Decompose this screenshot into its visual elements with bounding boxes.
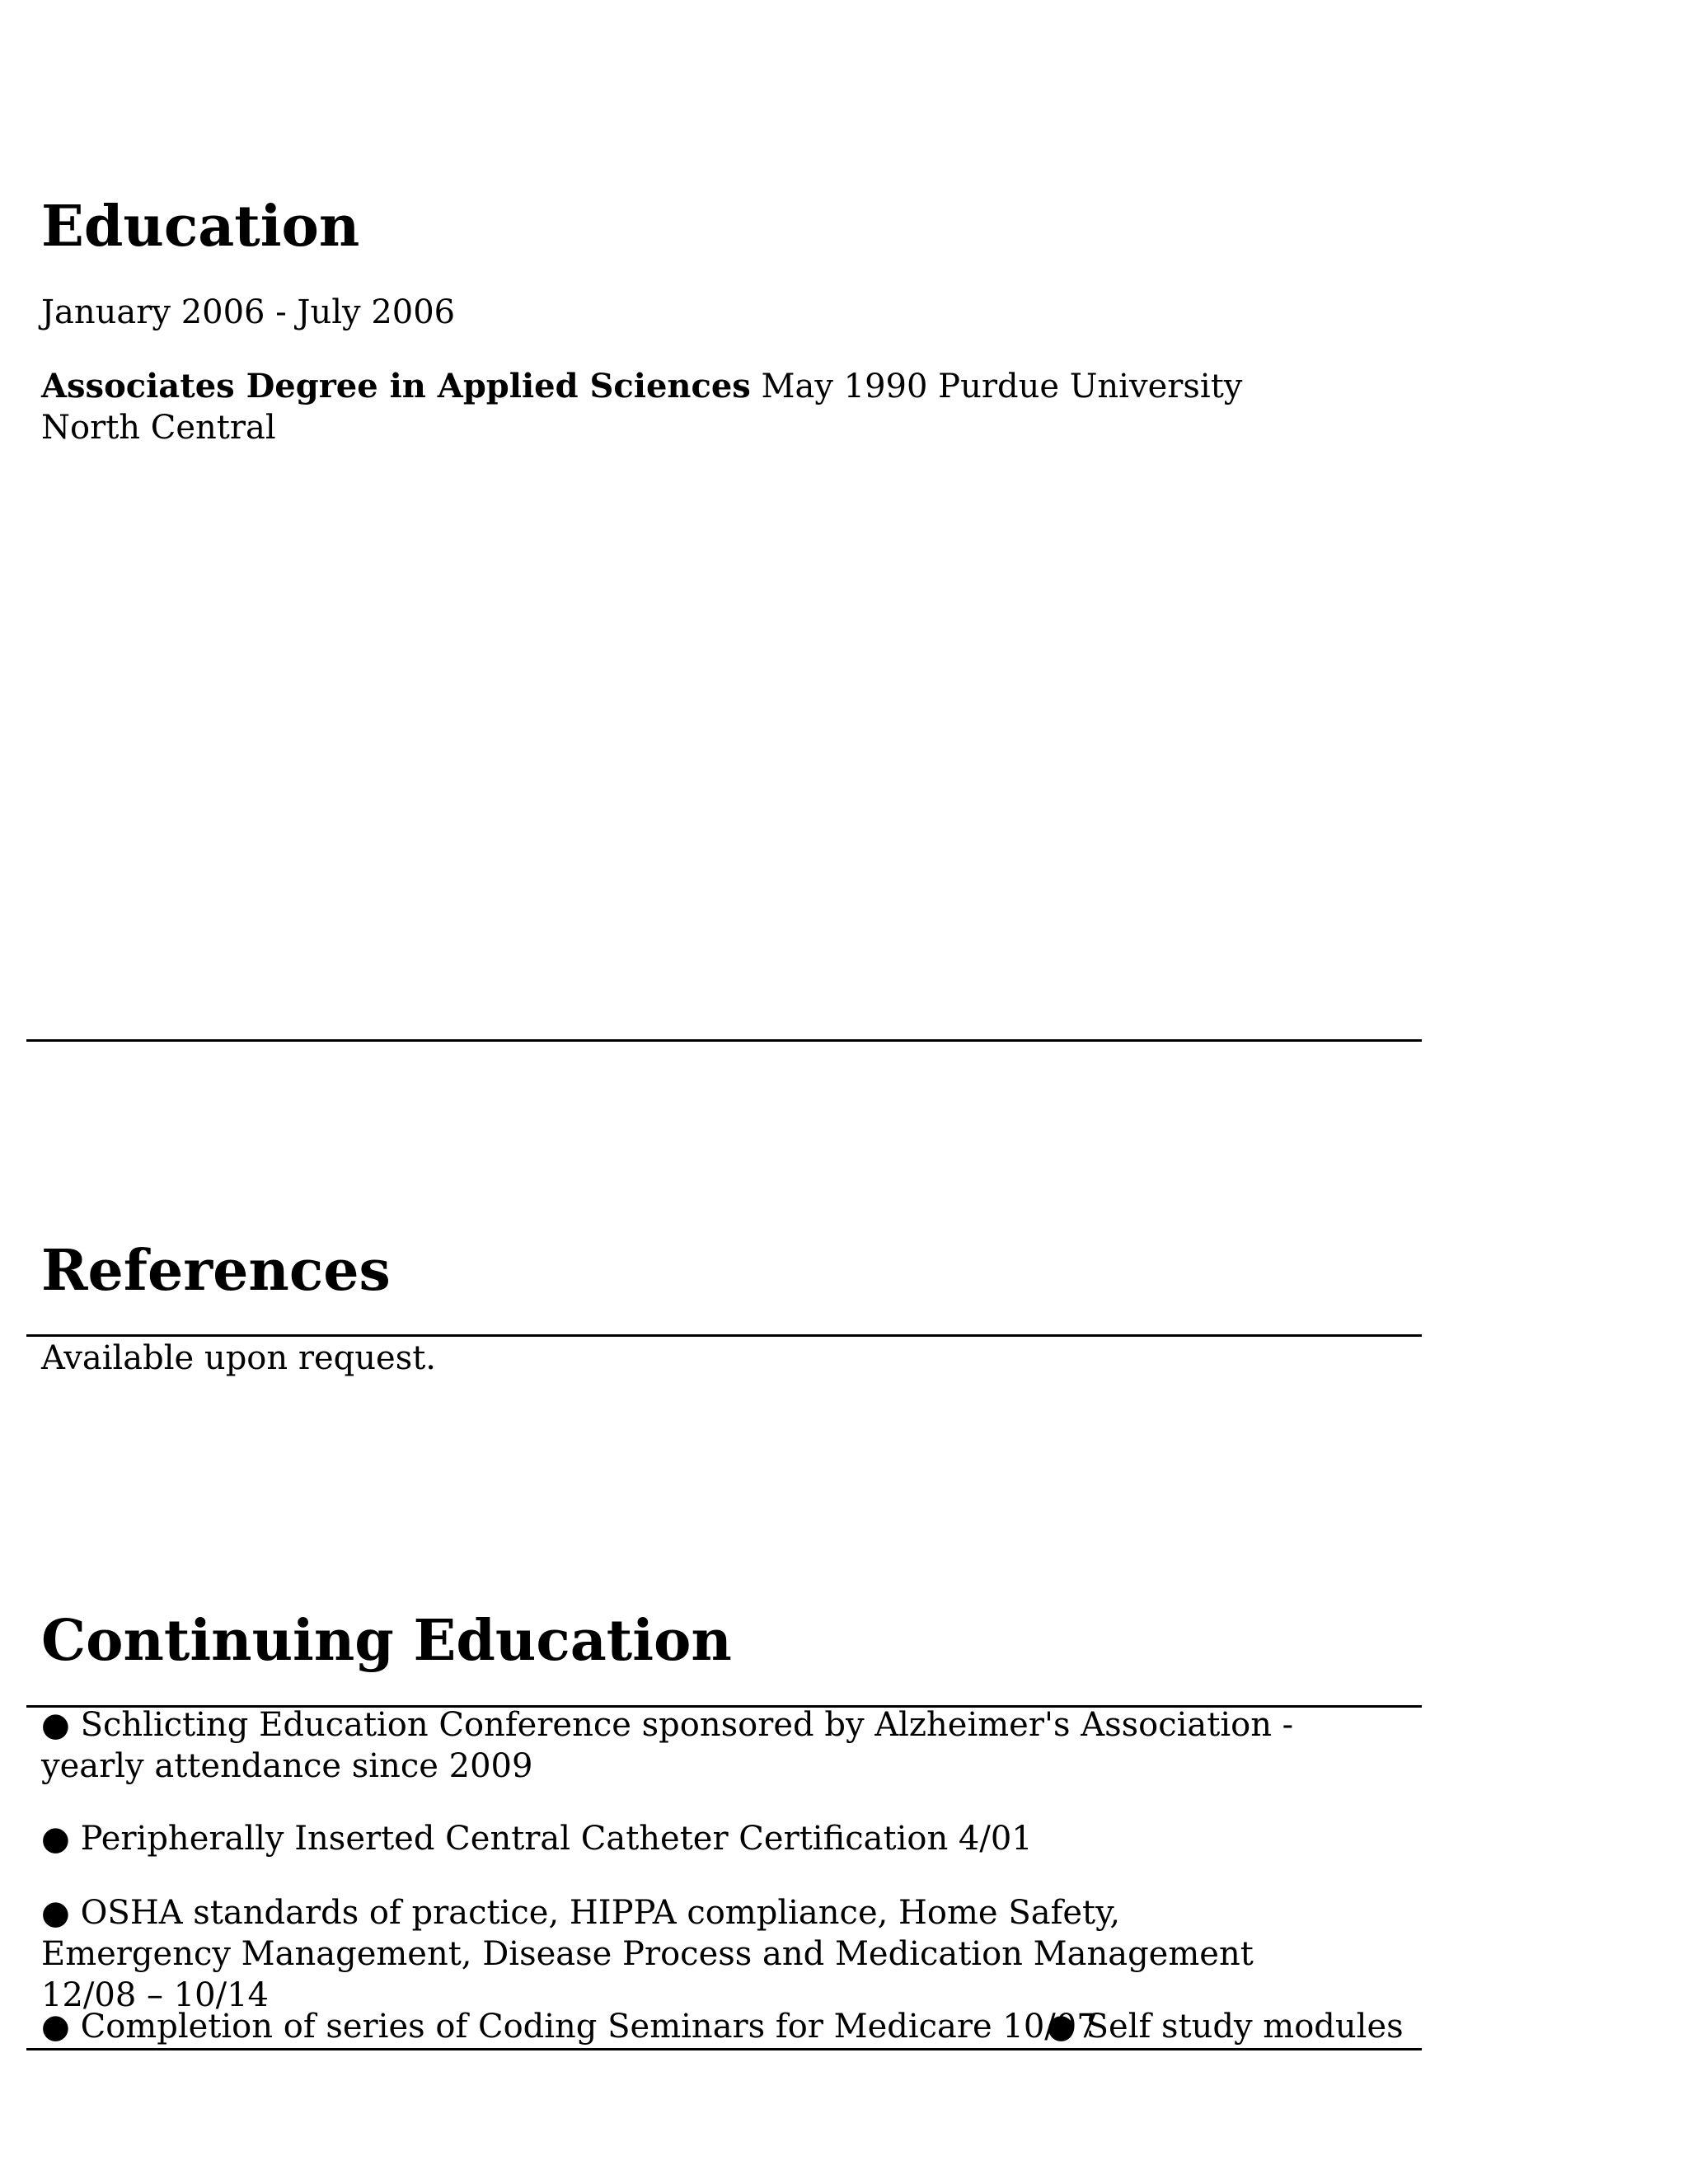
list-item: ● Peripherally Inserted Central Catheter Certification 4/01 [41, 1820, 1033, 1858]
list-item: ● Self study modules [1047, 2008, 1404, 2046]
section-divider [26, 1334, 1422, 1337]
list-item: ● Completion of series of Coding Seminars for Medicare 10/07 [41, 2008, 1098, 2046]
degree-detail: May 1990 Purdue University North Central [41, 368, 1243, 447]
references-text: Available upon request. [41, 1339, 437, 1377]
list-item: ● Schlicting Education Conference sponsored by Alzheimer's Association - yearly attendance since 2009 [41, 1706, 1294, 1785]
references-heading: References [41, 1238, 391, 1304]
education-degree-entry [41, 366, 1327, 448]
list-item: ● OSHA standards of practice, HIPPA compliance, Home Safety, Emergency Management, Disease Process and Medication Management 12/08 – 10/14 [41, 1894, 1254, 2014]
continuing-education-heading: Continuing Education [41, 1608, 732, 1674]
education-heading: Education [41, 194, 360, 260]
degree-title: Associates Degree in Applied Sciences [41, 367, 751, 405]
section-divider [26, 2048, 1422, 2050]
section-divider [26, 1039, 1422, 1042]
education-date-range: January 2006 - July 2006 [41, 293, 456, 331]
